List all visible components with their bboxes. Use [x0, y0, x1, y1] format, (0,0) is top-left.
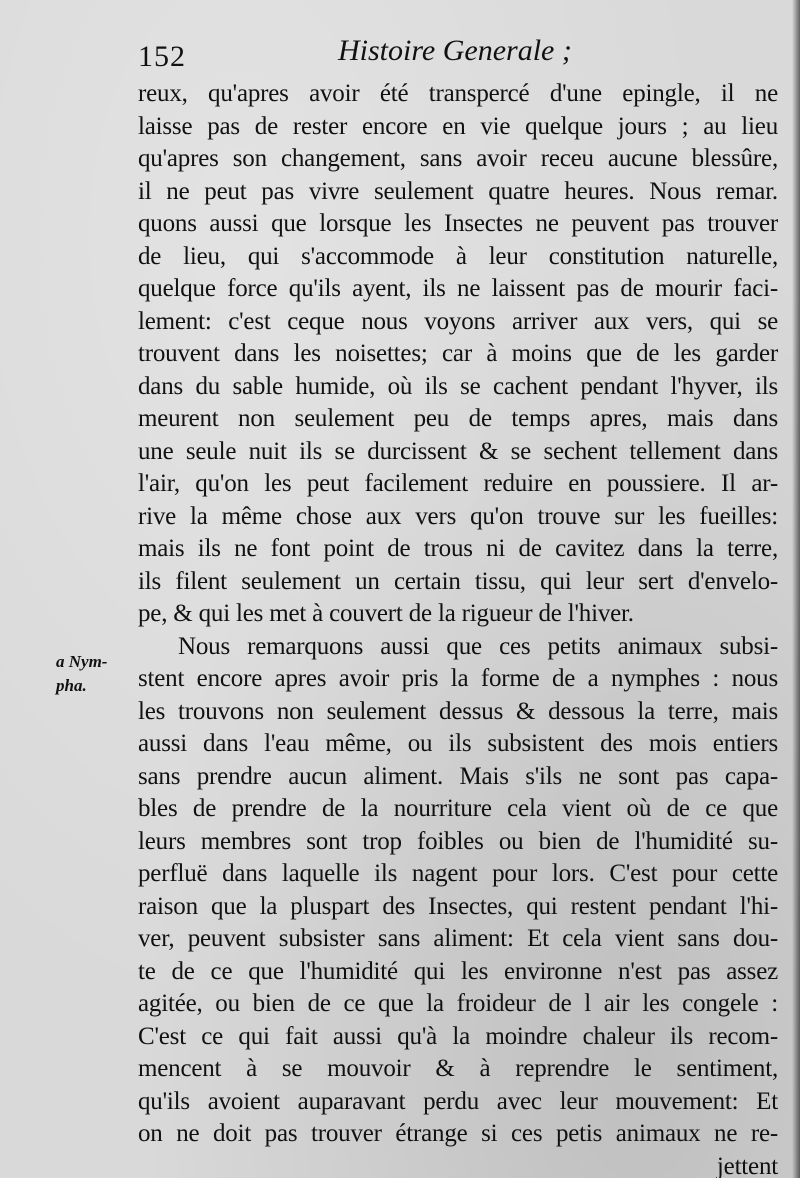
text-line: une seule nuit ils se durcissent & se sechent tellement dans — [138, 437, 778, 465]
text-line: lement: c'est ceque nous voyons arriver aux vers, qui se — [138, 307, 778, 335]
text-line: ver, peuvent subsister sans aliment: Et cela vient sans dou- — [138, 925, 778, 952]
text-line: sans prendre aucun aliment. Mais s'ils ne sont pas capa- — [138, 762, 778, 790]
text-line: il ne peut pas vivre seulement quatre heures. Nous remar. — [138, 177, 778, 205]
page-number: 152 — [138, 40, 186, 73]
text-line: perfluë dans laquelle ils nagent pour lors. C'est pour cette — [138, 860, 778, 887]
text-line: meurent non seulement peu de temps apres, mais dans — [138, 405, 778, 432]
text-line: qu'apres son changement, sans avoir receu aucune blessûre, — [138, 145, 778, 172]
text-line: rive la même chose aux vers qu'on trouve sur les fueilles: — [138, 502, 778, 530]
text-line: raison que la pluspart des Insectes, qui restent pendant l'hi- — [138, 892, 778, 920]
text-line: quons aussi que lorsque les Insectes ne peuvent pas trouver — [138, 210, 778, 237]
text-line: mais ils ne font point de trous ni de cavitez dans la terre, — [138, 535, 778, 562]
text-line: mencent à se mouvoir & à reprendre le sentiment, — [138, 1055, 778, 1082]
text-line: les trouvons non seulement dessus & dessous la terre, mais — [138, 697, 778, 725]
text-line: on ne doit pas trouver étrange si ces petis animaux ne re- — [138, 1120, 778, 1147]
text-line: de lieu, qui s'accommode à leur constitution naturelle, — [138, 242, 778, 270]
running-head: Histoire Generale ; — [338, 34, 572, 67]
paragraph-start-line: Nous remarquons aussi que ces petits animaux subsi- — [178, 632, 778, 660]
text-line: aussi dans l'eau même, ou ils subsistent des mois entiers — [138, 730, 778, 757]
text-line: bles de prendre de la nourriture cela vient où de ce que — [138, 795, 778, 822]
text-line: stent encore apres avoir pris la forme de a nymphes : nous — [138, 665, 778, 692]
text-line: reux, qu'apres avoir été transpercé d'une epingle, il ne — [138, 80, 778, 107]
text-line: agitée, ou bien de ce que la froideur de l air les congele : — [138, 990, 778, 1017]
catchword: jettent — [716, 1152, 778, 1178]
text-line: qu'ils avoient auparavant perdu avec leur mouvement: Et — [138, 1087, 778, 1115]
text-line: trouvent dans les noisettes; car à moins que de les garder — [138, 340, 778, 367]
text-line: laisse pas de rester encore en vie quelque jours ; au lieu — [138, 112, 778, 140]
text-line: l'air, qu'on les peut facilement reduire en poussiere. Il ar- — [138, 470, 778, 497]
text-line: C'est ce qui fait aussi qu'à la moindre chaleur ils recom- — [138, 1022, 778, 1050]
text-line: leurs membres sont trop foibles ou bien de l'humidité su- — [138, 827, 778, 855]
text-line: ils filent seulement un certain tissu, qui leur sert d'envelo- — [138, 567, 778, 595]
margin-note-line: pha. — [56, 676, 87, 695]
margin-note-line: a Nym- — [56, 652, 108, 671]
page-header — [0, 30, 800, 80]
body-text — [138, 78, 778, 1178]
margin-note — [56, 650, 107, 698]
text-line: pe, & qui les met à couvert de la rigueur de l'hiver. — [138, 600, 634, 627]
text-line: dans du sable humide, où ils se cachent pendant l'hyver, ils — [138, 372, 778, 400]
text-line: te de ce que l'humidité qui les environne n'est pas assez — [138, 957, 778, 985]
text-line: quelque force qu'ils ayent, ils ne laissent pas de mourir faci- — [138, 275, 778, 302]
page-edge-shadow — [792, 0, 800, 1178]
